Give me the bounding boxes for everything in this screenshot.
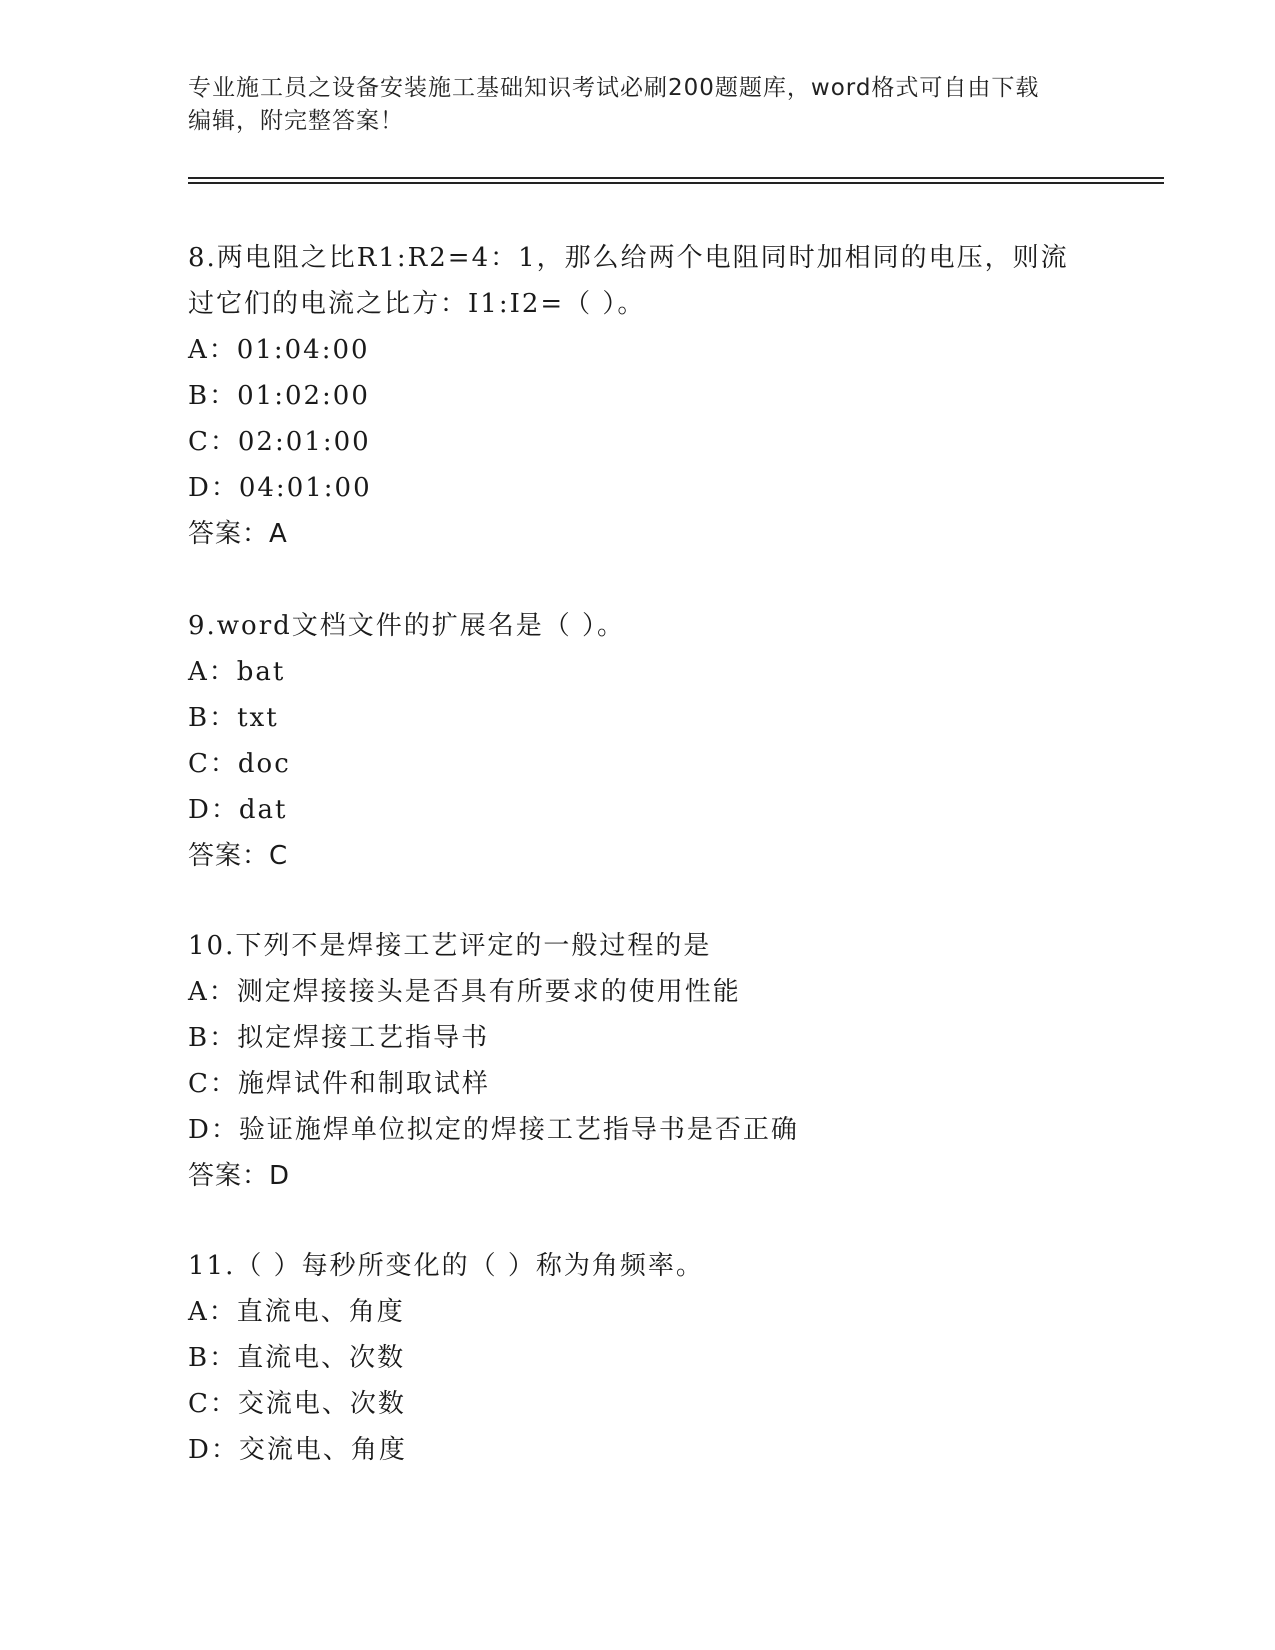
option-d: D：04:01:00 bbox=[188, 473, 372, 503]
header-line-2: 编辑，附完整答案！ bbox=[188, 108, 404, 134]
option-b: B：拟定焊接工艺指导书 bbox=[188, 1023, 490, 1053]
option-d: D：交流电、角度 bbox=[188, 1435, 407, 1465]
option-a: A：bat bbox=[188, 657, 286, 687]
question-stem-continued: 过它们的电流之比方：I1:I2=（ ）。 bbox=[188, 289, 646, 319]
question-stem: 10.下列不是焊接工艺评定的一般过程的是 bbox=[188, 931, 712, 961]
question-11 bbox=[188, 1243, 1088, 1473]
header-divider-top bbox=[188, 177, 1164, 179]
option-c: C：02:01:00 bbox=[188, 427, 371, 457]
question-stem: 11.（ ）每秒所变化的（ ）称为角频率。 bbox=[188, 1251, 704, 1281]
option-a: A：直流电、角度 bbox=[188, 1297, 405, 1327]
option-b: B：01:02:00 bbox=[188, 381, 370, 411]
option-d: D：dat bbox=[188, 795, 288, 825]
answer: 答案：A bbox=[188, 519, 288, 549]
question-10 bbox=[188, 923, 1088, 1199]
option-a: A：01:04:00 bbox=[188, 335, 370, 365]
option-c: C：交流电、次数 bbox=[188, 1389, 406, 1419]
option-c: C：施焊试件和制取试样 bbox=[188, 1069, 490, 1099]
answer: 答案：D bbox=[188, 1161, 291, 1191]
option-c: C：doc bbox=[188, 749, 291, 779]
question-8 bbox=[188, 235, 1088, 557]
question-stem: 9.word文档文件的扩展名是（ ）。 bbox=[188, 611, 626, 641]
option-a: A：测定焊接接头是否具有所要求的使用性能 bbox=[188, 977, 741, 1007]
answer: 答案：C bbox=[188, 841, 289, 871]
option-b: B：txt bbox=[188, 703, 279, 733]
question-9 bbox=[188, 603, 1088, 879]
question-stem: 8.两电阻之比R1:R2=4：1，那么给两个电阻同时加相同的电压，则流 bbox=[188, 243, 1069, 273]
header-divider-bottom bbox=[188, 182, 1164, 184]
document-header bbox=[188, 72, 1088, 138]
header-line-1: 专业施工员之设备安装施工基础知识考试必刷200题题库，word格式可自由下载 bbox=[188, 75, 1040, 101]
option-b: B：直流电、次数 bbox=[188, 1343, 406, 1373]
option-d: D：验证施焊单位拟定的焊接工艺指导书是否正确 bbox=[188, 1115, 799, 1145]
